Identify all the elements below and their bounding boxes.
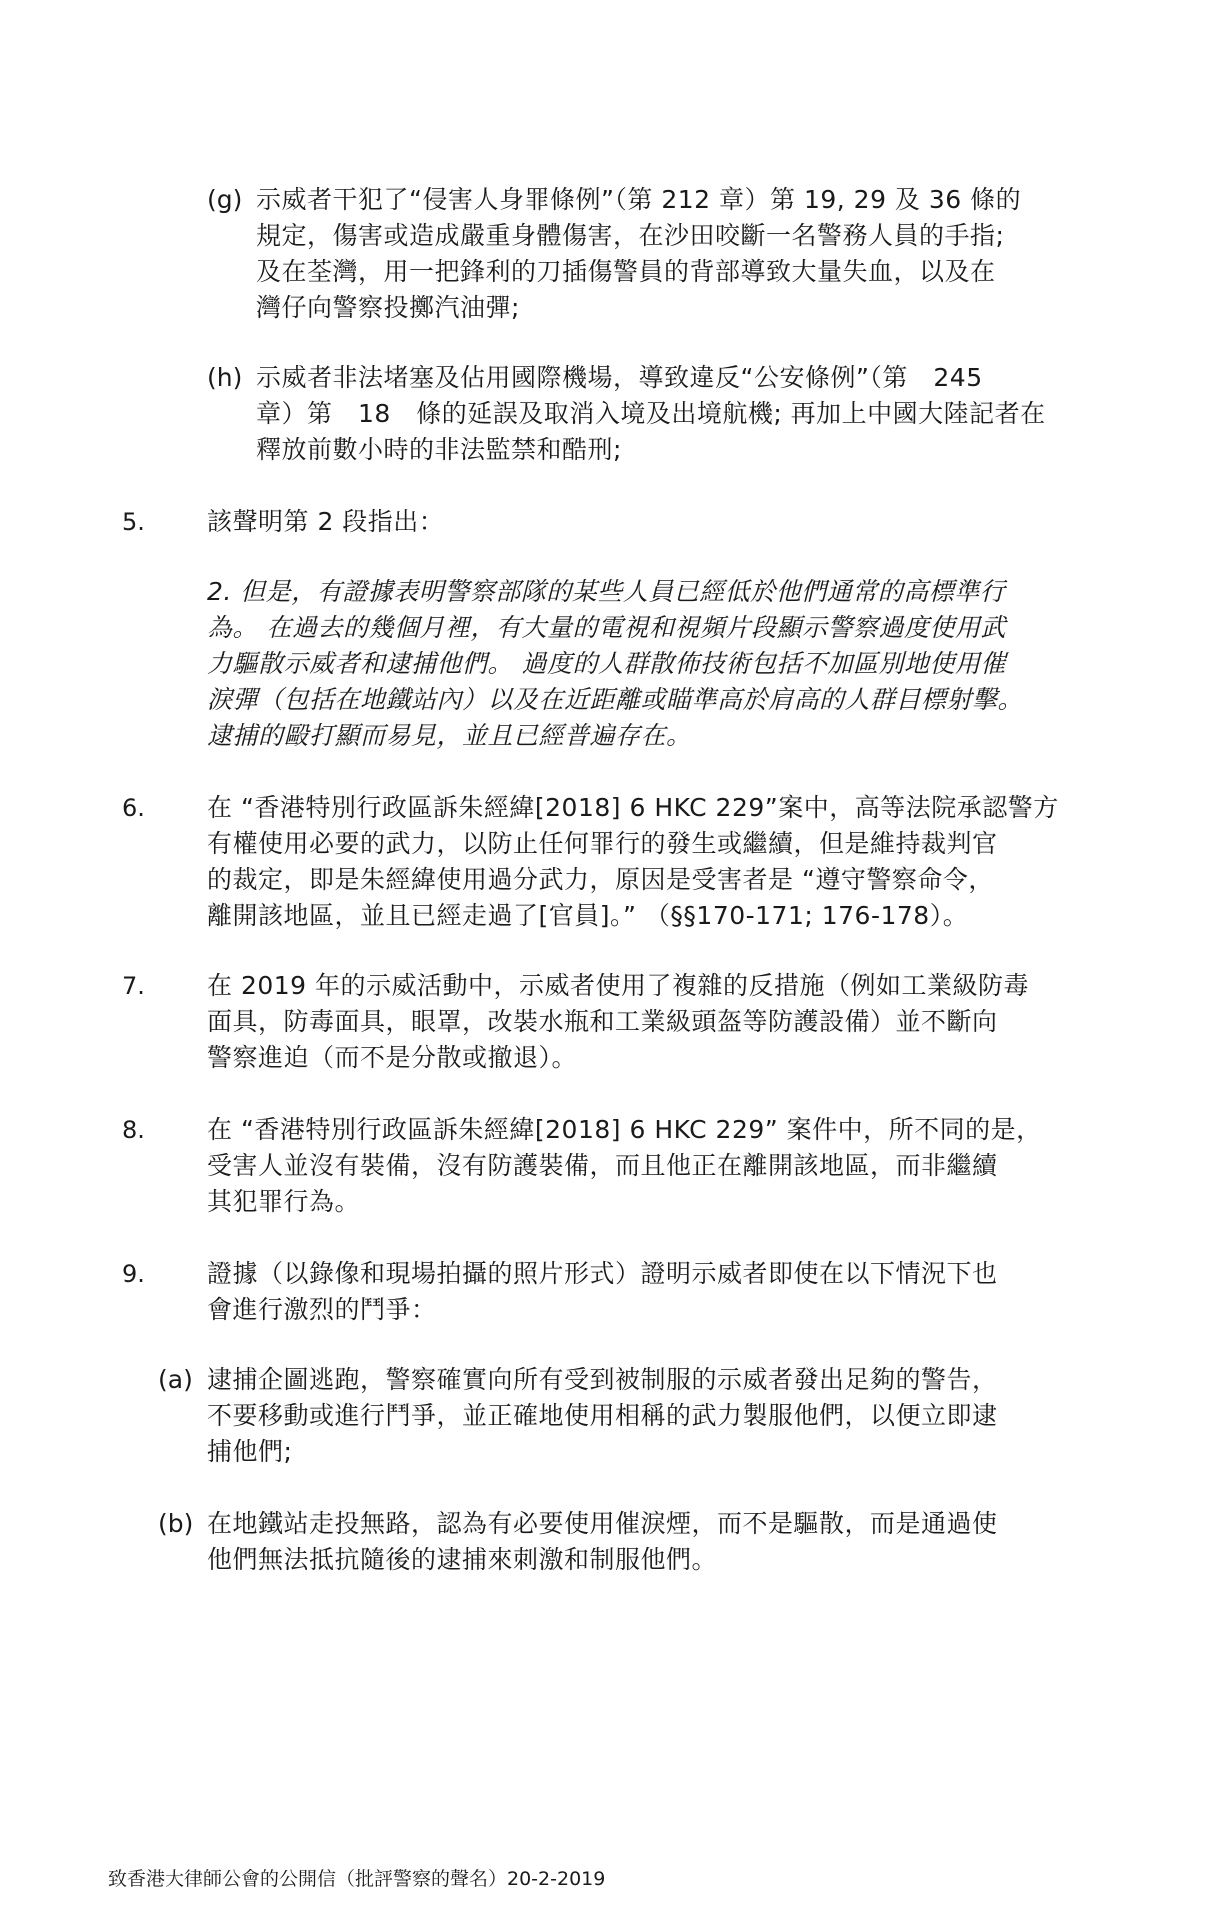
paragraph-7-number: 7.	[122, 972, 145, 1000]
paragraph-6-line-2: 有權使用必要的武力，以防止任何罪行的發生或繼續，但是維持裁判官	[207, 829, 998, 858]
page-footer: 致香港大律師公會的公開信（批評警察的聲名）20-2-2019	[108, 1868, 606, 1890]
paragraph-7-line-1: 在 2019 年的示威活動中，示威者使用了複雜的反措施（例如工業級防毒	[207, 971, 1030, 1000]
quote-line-1: 2. 但是，有證據表明警察部隊的某些人員已經低於他們通常的高標準行	[207, 577, 1006, 606]
quote-line-5: 逮捕的毆打顯而易見，並且已經普遍存在。	[207, 721, 692, 750]
item-g-line-4: 灣仔向警察投擲汽油彈;	[256, 293, 520, 322]
paragraph-6-line-1: 在 “香港特別行政區訴朱經緯[2018] 6 HKC 229”案中，高等法院承認警方	[207, 793, 1059, 822]
item-g-label: (g)	[207, 185, 243, 214]
quote-line-2: 為。 在過去的幾個月裡，有大量的電視和視頻片段顯示警察過度使用武	[207, 613, 1006, 642]
item-g-line-1: 示威者干犯了“侵害人身罪條例”（第 212 章）第 19, 29 及 36 條的	[256, 185, 1022, 214]
item-a-line-3: 捕他們;	[207, 1437, 293, 1466]
item-a-line-2: 不要移動或進行鬥爭，並正確地使用相稱的武力製服他們，以便立即逮	[207, 1401, 998, 1430]
paragraph-7-line-3: 警察進迫（而不是分散或撤退）。	[207, 1043, 578, 1072]
item-g-line-2: 規定，傷害或造成嚴重身體傷害，在沙田咬斷一名警務人員的手指;	[256, 221, 1005, 250]
paragraph-9-line-2: 會進行激烈的鬥爭：	[207, 1295, 437, 1324]
item-h-line-3: 釋放前數小時的非法監禁和酷刑;	[256, 435, 622, 464]
paragraph-8-line-1: 在 “香港特別行政區訴朱經緯[2018] 6 HKC 229” 案件中，所不同的是，	[207, 1115, 1042, 1144]
item-h-line-2: 章）第 18 條的延誤及取消入境及出境航機; 再加上中國大陸記者在	[256, 399, 1046, 428]
paragraph-9-number: 9.	[122, 1260, 145, 1288]
quote-line-3: 力驅散示威者和逮捕他們。 過度的人群散佈技術包括不加區別地使用催	[207, 649, 1006, 678]
item-g-line-3: 及在荃灣，用一把鋒利的刀插傷警員的背部導致大量失血，以及在	[256, 257, 996, 286]
item-h-label: (h)	[207, 363, 243, 392]
paragraph-8-line-2: 受害人並沒有裝備，沒有防護裝備，而且他正在離開該地區，而非繼續	[207, 1151, 998, 1180]
paragraph-6-line-3: 的裁定，即是朱經緯使用過分武力，原因是受害者是 “遵守警察命令，	[207, 865, 994, 894]
paragraph-9-line-1: 證據（以錄像和現場拍攝的照片形式）證明示威者即使在以下情況下也	[207, 1259, 998, 1288]
item-b-line-2: 他們無法抵抗隨後的逮捕來刺激和制服他們。	[207, 1545, 718, 1574]
paragraph-5-line-1: 該聲明第 2 段指出：	[207, 507, 445, 536]
item-h-line-1: 示威者非法堵塞及佔用國際機場，導致違反“公安條例”（第 245	[256, 363, 983, 392]
item-b-label: (b)	[158, 1509, 194, 1538]
paragraph-5-number: 5.	[122, 508, 145, 536]
quote-line-4: 淚彈（包括在地鐵站內）以及在近距離或瞄準高於肩高的人群目標射擊。	[207, 685, 1024, 714]
paragraph-7-line-2: 面具，防毒面具，眼罩，改裝水瓶和工業級頭盔等防護設備）並不斷向	[207, 1007, 998, 1036]
paragraph-8-number: 8.	[122, 1116, 145, 1144]
item-a-label: (a)	[158, 1365, 193, 1394]
item-b-line-1: 在地鐵站走投無路，認為有必要使用催淚煙，而不是驅散，而是通過使	[207, 1509, 998, 1538]
paragraph-6-line-4: 離開該地區，並且已經走過了[官員]。” （§§170-171; 176-178）。	[207, 901, 969, 930]
item-a-line-1: 逮捕企圖逃跑，警察確實向所有受到被制服的示威者發出足夠的警告，	[207, 1365, 998, 1394]
paragraph-8-line-3: 其犯罪行為。	[207, 1187, 361, 1216]
paragraph-6-number: 6.	[122, 794, 145, 822]
